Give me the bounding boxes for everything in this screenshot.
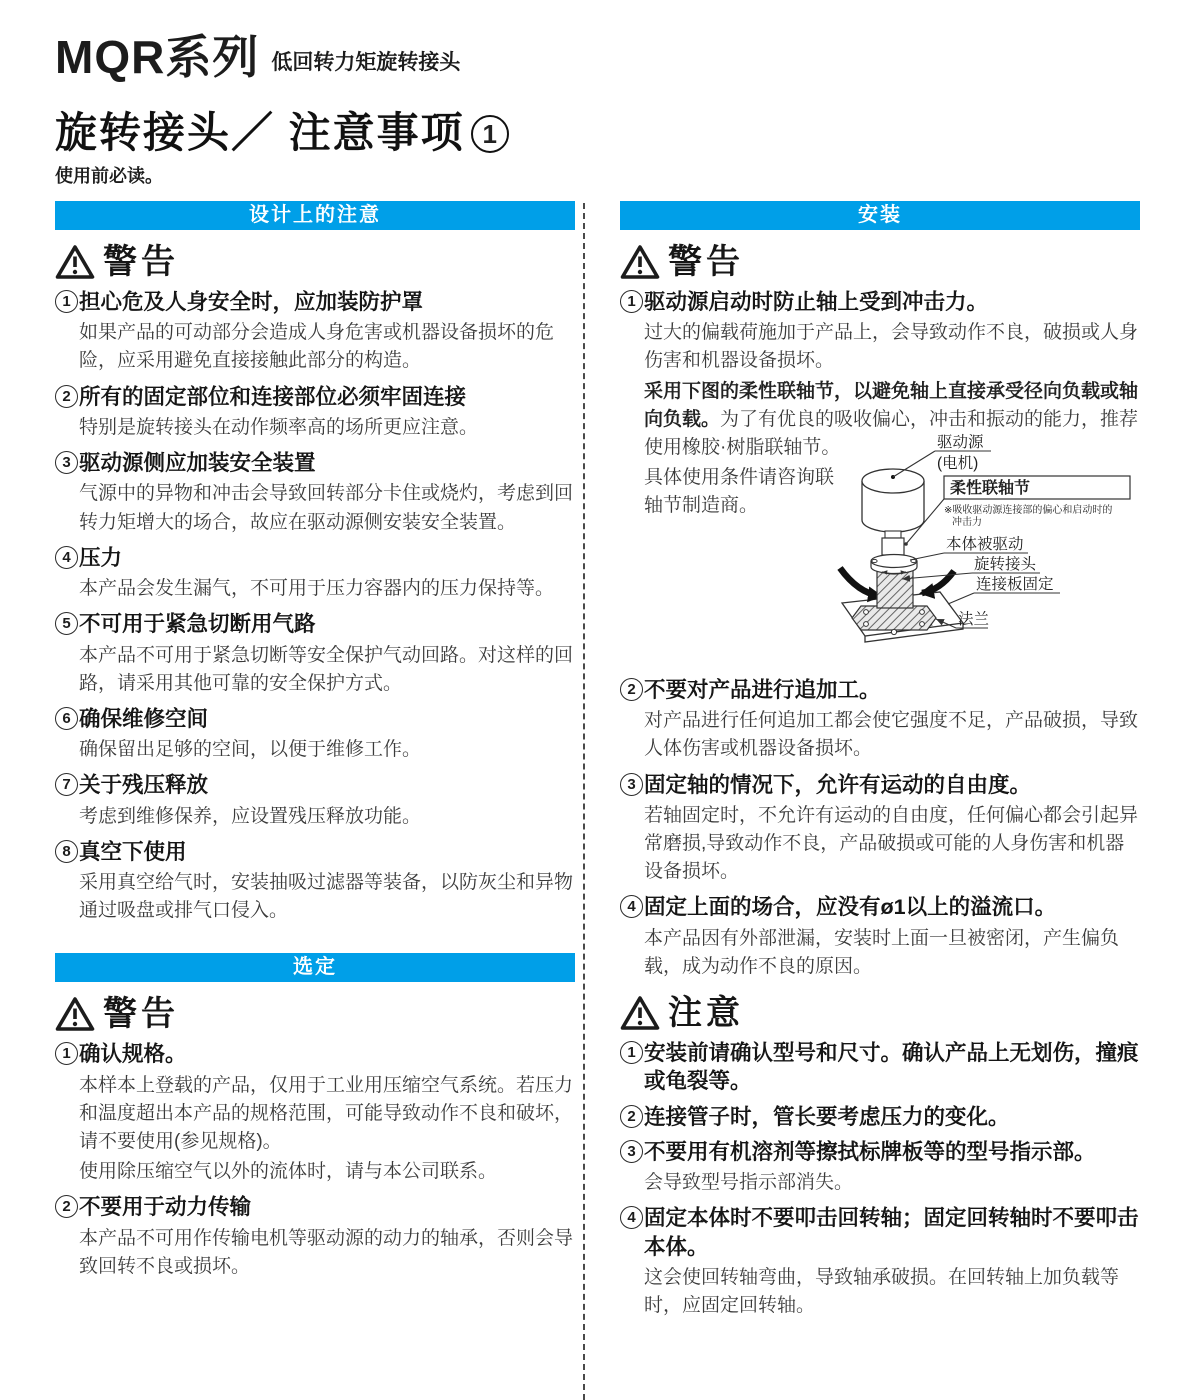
precaution-item — [620, 1039, 1140, 1096]
item-number: 1 — [620, 1041, 643, 1064]
item-body-text: 若轴固定时，不允许有运动的自由度，任何偏心都会引起异常磨损,导致动作不良，产品破损或可能的人身伤害和机器设备损坏。 — [644, 804, 1139, 883]
item-title: 安装前请确认型号和尺寸。确认产品上无划伤，撞痕或龟裂等。 — [644, 1040, 1139, 1094]
item-title: 不要用有机溶剂等擦拭标牌板等的型号指示部。 — [644, 1139, 1096, 1164]
diagram-label-motor: (电机) — [937, 454, 979, 472]
item-body-text: 考虑到维修保养，应设置残压释放功能。 — [79, 805, 422, 827]
item-body — [79, 414, 575, 442]
item-body-text: 会导致型号指示部消失。 — [644, 1172, 854, 1194]
emphasis-text: 采用下图的柔性联轴节，以避免轴上直接承受径向负载或轴向负载。 — [644, 380, 1139, 430]
item-number: 3 — [620, 1140, 643, 1163]
right-column — [620, 201, 1140, 1327]
item-number: 5 — [55, 612, 78, 635]
precaution-item — [55, 1040, 575, 1186]
warning-heading — [55, 996, 575, 1032]
item-body-text: 特别是旋转接头在动作频率高的场所更应注意。 — [79, 416, 479, 438]
left-column — [55, 201, 575, 1327]
diagram-label-coupling: 柔性联轴节 — [950, 479, 1031, 497]
item-body-text: 过大的偏载荷施加于产品上，会导致动作不良，破损或人身伤害和机器设备损坏。 — [644, 322, 1139, 372]
item-number: 3 — [55, 451, 78, 474]
warning-triangle-icon — [55, 996, 95, 1032]
item-body-text: 本产品不可用作传输电机等驱动源的动力的轴承，否则会导致回转不良或损坏。 — [79, 1227, 574, 1277]
warning-label: 警告 — [103, 995, 179, 1034]
page-title-number: 1 — [471, 115, 509, 153]
diagram-label-rotary-joint: 旋转接头 — [974, 555, 1037, 573]
section-bar-selection: 选定 — [55, 953, 575, 982]
diagram-label-plate-fixed: 连接板固定 — [976, 575, 1054, 593]
item-body-text: 对产品进行任何追加工都会使它强度不足，产品破损，导致人体伤害或机器设备损坏。 — [644, 710, 1139, 760]
warning-label: 警告 — [668, 243, 744, 281]
item-body — [644, 1169, 1140, 1197]
warning-triangle-icon — [55, 244, 95, 280]
item-body-text: 本产品不可用于紧急切断等安全保护气动回路。对这样的回路，请采用其他可靠的安全保护方式。 — [79, 644, 574, 694]
series-subtitle: 低回转力矩旋转接头 — [271, 51, 461, 74]
item-body-text: 确保留出足够的空间，以便于维修工作。 — [79, 739, 422, 761]
item-number: 4 — [620, 1206, 643, 1229]
warning-triangle-icon — [620, 244, 660, 280]
precaution-item — [55, 771, 575, 830]
item-body — [644, 707, 1140, 763]
item-number: 2 — [620, 1105, 643, 1128]
precaution-item — [55, 705, 575, 764]
flexible-coupling — [882, 538, 904, 555]
item-title: 连接管子时，管长要考虑压力的变化。 — [644, 1104, 1010, 1129]
item-title: 驱动源启动时防止轴上受到冲击力。 — [644, 290, 989, 314]
item-number: 2 — [620, 678, 643, 701]
item-body — [79, 736, 575, 764]
warning-label: 警告 — [103, 243, 179, 281]
precaution-item — [620, 288, 1140, 669]
item-body — [79, 1225, 575, 1281]
item-title: 不要对产品进行追加工。 — [644, 677, 881, 702]
item-number: 6 — [55, 707, 78, 730]
item-body — [79, 803, 575, 831]
caution-triangle-icon — [620, 995, 660, 1031]
design-items — [55, 288, 575, 925]
item-number: 3 — [620, 773, 643, 796]
section-bar-installation: 安装 — [620, 201, 1140, 230]
item-number: 1 — [620, 290, 643, 313]
item-title: 关于残压释放 — [79, 773, 209, 798]
page-header — [0, 0, 1200, 188]
item-number: 8 — [55, 840, 78, 863]
precaution-item — [620, 676, 1140, 764]
item-number: 2 — [55, 1195, 78, 1218]
precaution-item — [620, 1138, 1140, 1197]
item-title: 不要用于动力传输 — [79, 1195, 252, 1220]
item-title: 担心危及人身安全时，应加装防护罩 — [79, 290, 424, 314]
caution-label: 注意 — [668, 993, 744, 1032]
diagram-note-line1: ※吸收驱动源连接部的偏心和启动时的 — [944, 504, 1113, 516]
top-disc — [871, 554, 917, 567]
column-divider — [583, 203, 585, 1400]
section-bar-design: 设计上的注意 — [55, 201, 575, 230]
precaution-item — [55, 610, 575, 698]
body-text-segment: 为了有优良的吸收偏心，冲击和振动的能力，推荐使用橡胶·树脂联轴节。 — [644, 408, 1139, 458]
diagram-label-flange: 法兰 — [958, 610, 990, 628]
precaution-item — [55, 544, 575, 603]
precaution-item — [620, 893, 1140, 981]
item-body-text: 本产品会发生漏气，不可用于压力容器内的压力保持等。 — [79, 578, 555, 600]
item-title: 真空下使用 — [79, 839, 187, 864]
item-body — [79, 480, 575, 536]
warning-heading — [620, 244, 1140, 280]
item-body-text: 这会使回转轴弯曲，导致轴承破损。在回转轴上加负载等时，应固定回转轴。 — [644, 1267, 1120, 1317]
precaution-item — [55, 1193, 575, 1281]
item-title: 压力 — [79, 545, 123, 570]
precaution-item — [55, 449, 575, 537]
precaution-item — [620, 1103, 1140, 1131]
rotation-arrow-left — [840, 568, 880, 596]
page-title: 旋转接头／ 注意事项 — [55, 109, 465, 156]
item-title: 固定轴的情况下，允许有运动的自由度。 — [644, 772, 1032, 797]
coupling-installation-diagram — [836, 432, 1166, 669]
item-body — [644, 319, 1140, 669]
item-body — [644, 1264, 1140, 1320]
item-body — [644, 802, 1140, 886]
series-name: MQR系列 — [55, 31, 260, 83]
item-number: 7 — [55, 773, 78, 796]
precaution-item — [55, 838, 575, 926]
item-body — [79, 869, 575, 925]
item-title: 确保维修空间 — [79, 706, 209, 731]
rotation-arrow-right — [922, 571, 954, 593]
item-number: 4 — [620, 895, 643, 918]
precaution-item — [620, 1204, 1140, 1320]
read-first-note: 使用前必读。 — [55, 166, 163, 186]
item-body — [644, 925, 1140, 981]
item-number: 2 — [55, 385, 78, 408]
item-body — [79, 319, 575, 375]
item-body-text: 如果产品的可动部分会造成人身危害或机器设备损坏的危险，应采用避免直接接触此部分的构造。 — [79, 322, 555, 372]
item-body — [79, 575, 575, 603]
precaution-item — [620, 771, 1140, 887]
installation-caution-items — [620, 1039, 1140, 1321]
item-number: 1 — [55, 290, 78, 313]
diagram-note-line2: 冲击力 — [952, 516, 982, 528]
item-body — [79, 642, 575, 698]
warning-heading — [55, 244, 575, 280]
item-title: 固定本体时不要叩击回转轴；固定回转轴时不要叩击本体。 — [644, 1206, 1139, 1259]
item-number: 4 — [55, 546, 78, 569]
item-body-text: 气源中的异物和冲击会导致回转部分卡住或烧灼，考虑到回转力矩增大的场合，故应在驱动源侧安装安全装置。 — [79, 483, 574, 533]
item-number: 1 — [55, 1042, 78, 1065]
item-body-text: 具体使用条件请咨询联轴节制造商。 — [644, 466, 835, 517]
precaution-item — [55, 288, 575, 376]
item-title: 不可用于紧急切断用气路 — [79, 612, 316, 637]
motor — [862, 469, 924, 493]
item-body-text: 使用除压缩空气以外的流体时，请与本公司联系。 — [79, 1161, 498, 1183]
item-title: 固定上面的场合，应没有ø1以上的溢流口。 — [644, 895, 1057, 920]
item-body-text: 本产品因有外部泄漏，安装时上面一旦被密闭，产生偏负载，成为动作不良的原因。 — [644, 927, 1120, 977]
item-body — [79, 1072, 575, 1186]
item-title: 所有的固定部位和连接部位必须牢固连接 — [79, 384, 467, 409]
selection-items — [55, 1040, 575, 1280]
caution-heading — [620, 995, 1140, 1031]
item-body-text: 本样本上登载的产品，仅用于工业用压缩空气系统。若压力和温度超出本产品的规格范围，可能导致动作不良和破坏，请不要使用(参见规格)。 — [79, 1074, 574, 1152]
item-body-text: 采用真空给气时，安装抽吸过滤器等装备，以防灰尘和异物通过吸盘或排气口侵入。 — [79, 872, 574, 922]
diagram-label-drive-source: 驱动源 — [937, 433, 984, 451]
item-title: 确认规格。 — [79, 1042, 187, 1067]
diagram-label-body-driven: 本体被驱动 — [946, 535, 1024, 553]
precaution-item — [55, 383, 575, 442]
installation-items — [620, 676, 1140, 981]
item-title: 驱动源侧应加装安全装置 — [79, 451, 316, 476]
